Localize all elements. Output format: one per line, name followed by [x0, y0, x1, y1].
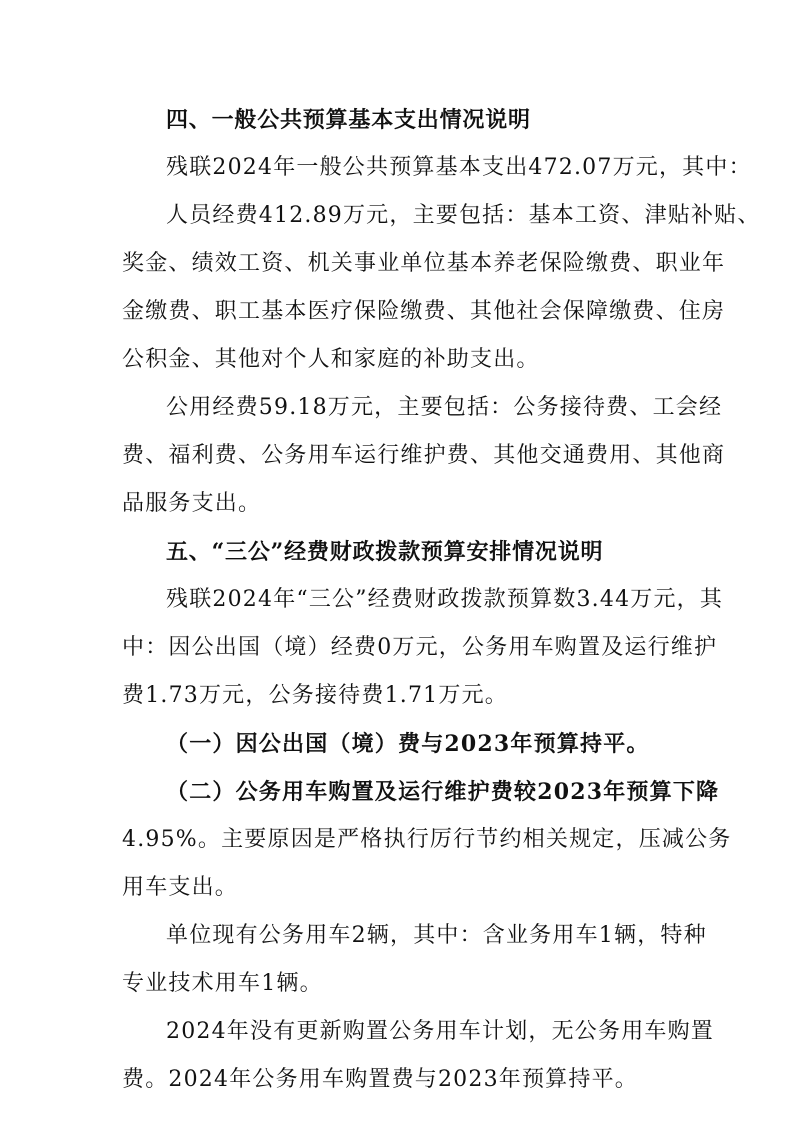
section-heading-three-public: 五、“三公”经费财政拨款预算安排情况说明 — [166, 539, 604, 565]
paragraph-line: 费。2024年公务用车购置费与2023年预算持平。 — [122, 1067, 638, 1092]
paragraph-line: 品服务支出。 — [122, 491, 262, 516]
paragraph-line: 残联2024年一般公共预算基本支出472.07万元，其中： — [166, 155, 752, 180]
subsection-heading-vehicles: （二）公务用车购置及运行维护费较2023年预算下降 — [166, 779, 720, 805]
paragraph-line: 残联2024年“三公”经费财政拨款预算数3.44万元，其 — [166, 587, 724, 612]
paragraph-line: 费1.73万元，公务接待费1.71万元。 — [122, 683, 508, 708]
paragraph-line: 单位现有公务用车2辆，其中：含业务用车1辆，特种 — [166, 923, 707, 948]
paragraph-line: 专业技术用车1辆。 — [122, 971, 323, 996]
paragraph-line: 费、福利费、公务用车运行维护费、其他交通费用、其他商 — [122, 443, 726, 468]
paragraph-line: 中：因公出国（境）经费0万元，公务用车购置及运行维护 — [122, 635, 718, 660]
paragraph-line: 公积金、其他对个人和家庭的补助支出。 — [122, 347, 540, 372]
paragraph-line: 4.95%。主要原因是严格执行厉行节约相关规定，压减公务 — [122, 827, 732, 852]
paragraph-line: 人员经费412.89万元，主要包括：基本工资、津贴补贴、 — [166, 203, 761, 228]
paragraph-line: 奖金、绩效工资、机关事业单位基本养老保险缴费、职业年 — [122, 251, 726, 276]
paragraph-line: 公用经费59.18万元，主要包括：公务接待费、工会经 — [166, 395, 723, 420]
paragraph-line: 金缴费、职工基本医疗保险缴费、其他社会保障缴费、住房 — [122, 299, 726, 324]
paragraph-line: 2024年没有更新购置公务用车计划，无公务用车购置 — [166, 1019, 714, 1044]
section-heading-basic-expenditure: 四、一般公共预算基本支出情况说明 — [166, 107, 531, 133]
paragraph-line: 用车支出。 — [122, 875, 239, 900]
subsection-heading-overseas: （一）因公出国（境）费与2023年预算持平。 — [166, 731, 650, 757]
